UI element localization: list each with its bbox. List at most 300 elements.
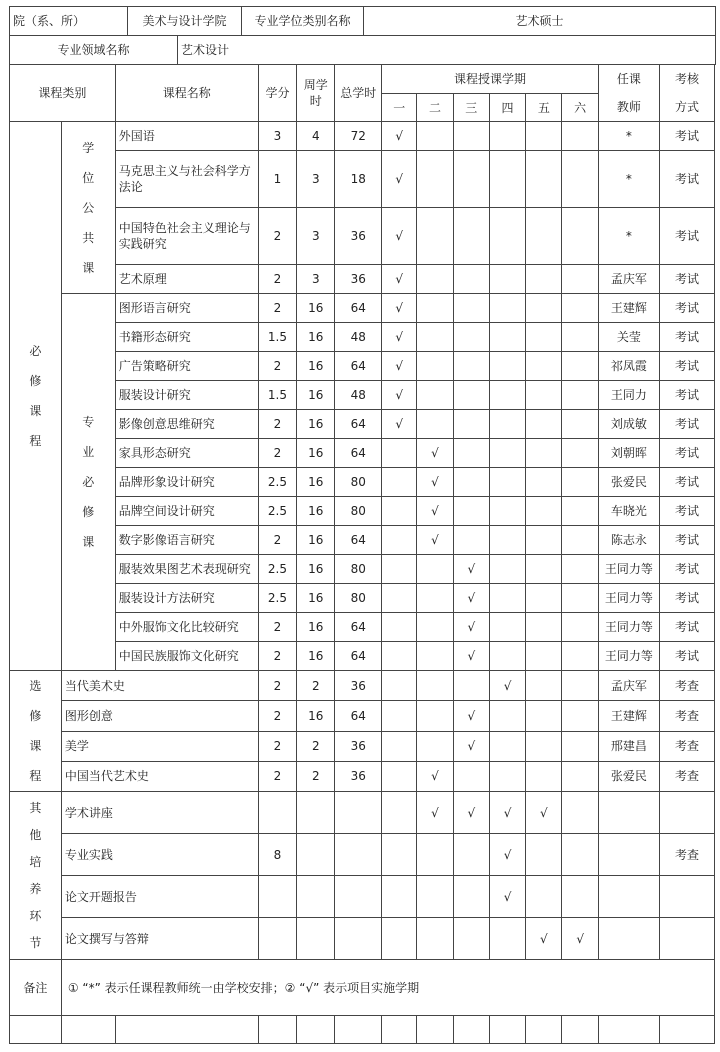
table-row <box>10 701 715 731</box>
semester-mark-6: √ <box>562 918 598 960</box>
total-hours-cell: 64 <box>335 294 382 323</box>
semester-1: 一 <box>382 94 417 122</box>
total-hours-cell: 80 <box>335 555 382 584</box>
teacher-cell: * <box>598 151 659 208</box>
empty-cell <box>258 1016 296 1044</box>
vertical-label-char: 学 <box>82 140 95 155</box>
teacher-cell: 刘成敏 <box>598 410 659 439</box>
vertical-label-char: 修 <box>29 374 42 388</box>
semester-mark-3 <box>453 410 489 439</box>
semester-mark-5 <box>526 761 562 791</box>
table-row <box>10 642 715 671</box>
credit-cell: 2 <box>258 294 296 323</box>
semester-4: 四 <box>489 94 525 122</box>
week-hours-cell: 16 <box>297 439 335 468</box>
header-exam: 考核 方式 <box>659 65 714 122</box>
exam-cell <box>659 918 714 960</box>
semester-mark-6 <box>562 294 598 323</box>
course-name: 中外服饰文化比较研究 <box>115 613 258 642</box>
week-hours-cell: 16 <box>297 642 335 671</box>
semester-mark-5 <box>526 410 562 439</box>
teacher-cell: 孟庆军 <box>598 671 659 701</box>
table-row <box>10 381 715 410</box>
table-row <box>10 555 715 584</box>
total-hours-cell <box>335 876 382 918</box>
empty-cell <box>335 1016 382 1044</box>
semester-mark-2: √ <box>417 468 453 497</box>
teacher-cell <box>598 792 659 834</box>
semester-mark-2: √ <box>417 792 453 834</box>
week-hours-cell: 3 <box>297 208 335 265</box>
semester-mark-3 <box>453 671 489 701</box>
header-category: 课程类别 <box>10 65 116 122</box>
teacher-cell: 关莹 <box>598 323 659 352</box>
course-name: 中国当代艺术史 <box>61 761 258 791</box>
exam-cell: 考查 <box>659 701 714 731</box>
week-hours-cell: 2 <box>297 761 335 791</box>
semester-mark-5 <box>526 208 562 265</box>
header-credit: 学分 <box>258 65 296 122</box>
exam-cell: 考试 <box>659 439 714 468</box>
semester-mark-1 <box>382 918 417 960</box>
exam-cell: 考试 <box>659 410 714 439</box>
semester-mark-6 <box>562 701 598 731</box>
course-name: 品牌形象设计研究 <box>115 468 258 497</box>
semester-mark-6 <box>562 792 598 834</box>
semester-mark-3 <box>453 526 489 555</box>
semester-mark-1: √ <box>382 122 417 151</box>
exam-cell: 考试 <box>659 352 714 381</box>
semester-mark-2 <box>417 323 453 352</box>
exam-cell: 考查 <box>659 671 714 701</box>
exam-cell: 考试 <box>659 613 714 642</box>
semester-mark-4 <box>489 122 525 151</box>
course-name: 服装设计研究 <box>115 381 258 410</box>
semester-mark-3: √ <box>453 584 489 613</box>
semester-mark-4 <box>489 701 525 731</box>
total-hours-cell: 80 <box>335 497 382 526</box>
semester-mark-4 <box>489 151 525 208</box>
teacher-cell: 王同力等 <box>598 613 659 642</box>
course-name: 中国特色社会主义理论与实践研究 <box>115 208 258 265</box>
teacher-cell <box>598 876 659 918</box>
semester-mark-1 <box>382 792 417 834</box>
semester-mark-2 <box>417 731 453 761</box>
semester-mark-1 <box>382 761 417 791</box>
credit-cell: 2 <box>258 526 296 555</box>
week-hours-cell: 16 <box>297 468 335 497</box>
semester-mark-3: √ <box>453 701 489 731</box>
semester-mark-4 <box>489 918 525 960</box>
course-name: 美学 <box>61 731 258 761</box>
course-name: 广告策略研究 <box>115 352 258 381</box>
vertical-label-char: 修 <box>29 709 42 723</box>
semester-mark-2 <box>417 701 453 731</box>
exam-cell <box>659 792 714 834</box>
week-hours-cell: 2 <box>297 731 335 761</box>
semester-mark-1 <box>382 834 417 876</box>
exam-cell: 考试 <box>659 642 714 671</box>
teacher-cell: 王同力等 <box>598 584 659 613</box>
table-row <box>10 584 715 613</box>
table-row <box>10 122 715 151</box>
semester-mark-1 <box>382 526 417 555</box>
semester-mark-5 <box>526 613 562 642</box>
course-name: 艺术原理 <box>115 265 258 294</box>
degree-label: 专业学位类别名称 <box>242 7 364 36</box>
teacher-cell: 祁凤霞 <box>598 352 659 381</box>
semester-mark-1 <box>382 439 417 468</box>
credit-cell: 2 <box>258 671 296 701</box>
credit-cell: 3 <box>258 122 296 151</box>
credit-cell: 2.5 <box>258 555 296 584</box>
empty-cell <box>61 1016 115 1044</box>
school-value: 美术与设计学院 <box>128 7 242 36</box>
header-week-hours: 周学时 <box>297 65 335 122</box>
exam-cell: 考试 <box>659 151 714 208</box>
total-hours-cell: 64 <box>335 613 382 642</box>
credit-cell <box>258 918 296 960</box>
course-name: 当代美术史 <box>61 671 258 701</box>
semester-mark-5 <box>526 584 562 613</box>
credit-cell: 2 <box>258 439 296 468</box>
semester-mark-2: √ <box>417 526 453 555</box>
exam-cell: 考试 <box>659 294 714 323</box>
exam-cell <box>659 876 714 918</box>
vertical-label-char: 专 <box>82 415 95 429</box>
semester-mark-5 <box>526 834 562 876</box>
teacher-cell: * <box>598 122 659 151</box>
empty-cell <box>10 1016 62 1044</box>
semester-mark-6 <box>562 671 598 701</box>
course-name: 图形创意 <box>61 701 258 731</box>
semester-mark-4 <box>489 642 525 671</box>
semester-mark-6 <box>562 352 598 381</box>
semester-mark-2 <box>417 918 453 960</box>
semester-mark-1 <box>382 642 417 671</box>
semester-mark-5 <box>526 352 562 381</box>
semester-mark-4 <box>489 439 525 468</box>
week-hours-cell <box>297 918 335 960</box>
semester-mark-4: √ <box>489 876 525 918</box>
teacher-cell: 王同力等 <box>598 642 659 671</box>
teacher-cell: * <box>598 208 659 265</box>
total-hours-cell <box>335 834 382 876</box>
semester-5: 五 <box>526 94 562 122</box>
table-row <box>10 731 715 761</box>
semester-mark-5 <box>526 323 562 352</box>
degree-value: 艺术硕士 <box>364 7 716 36</box>
total-hours-cell: 48 <box>335 323 382 352</box>
credit-cell: 2.5 <box>258 584 296 613</box>
semester-mark-3: √ <box>453 792 489 834</box>
course-name: 数字影像语言研究 <box>115 526 258 555</box>
total-hours-cell: 48 <box>335 381 382 410</box>
credit-cell: 2 <box>258 410 296 439</box>
semester-mark-2: √ <box>417 439 453 468</box>
semester-mark-3 <box>453 381 489 410</box>
vertical-label-char: 必 <box>82 475 95 489</box>
week-hours-cell: 16 <box>297 352 335 381</box>
semester-mark-1: √ <box>382 151 417 208</box>
vertical-label-char: 课 <box>29 739 42 753</box>
empty-cell <box>453 1016 489 1044</box>
credit-cell: 2 <box>258 613 296 642</box>
week-hours-cell: 16 <box>297 381 335 410</box>
table-row <box>10 294 715 323</box>
semester-6: 六 <box>562 94 598 122</box>
semester-mark-2 <box>417 555 453 584</box>
teacher-cell: 王建辉 <box>598 294 659 323</box>
semester-mark-4 <box>489 555 525 584</box>
semester-mark-3 <box>453 918 489 960</box>
semester-mark-3 <box>453 208 489 265</box>
semester-mark-1 <box>382 468 417 497</box>
vertical-label-char: 他 <box>29 827 42 842</box>
semester-mark-4 <box>489 497 525 526</box>
semester-mark-6 <box>562 468 598 497</box>
semester-mark-1 <box>382 701 417 731</box>
credit-cell: 2 <box>258 208 296 265</box>
vertical-label-char: 选 <box>29 679 42 693</box>
semester-mark-2 <box>417 410 453 439</box>
week-hours-cell <box>297 876 335 918</box>
course-name: 书籍形态研究 <box>115 323 258 352</box>
vertical-label-char: 程 <box>29 434 42 448</box>
course-name: 学术讲座 <box>61 792 258 834</box>
total-hours-cell: 36 <box>335 671 382 701</box>
table-row <box>10 792 715 834</box>
table-row <box>10 671 715 701</box>
table-row <box>10 761 715 791</box>
semester-mark-4 <box>489 381 525 410</box>
semester-mark-6 <box>562 208 598 265</box>
semester-mark-5 <box>526 468 562 497</box>
empty-cell <box>659 1016 714 1044</box>
semester-mark-5: √ <box>526 918 562 960</box>
course-name: 中国民族服饰文化研究 <box>115 642 258 671</box>
credit-cell: 2.5 <box>258 497 296 526</box>
empty-cell <box>526 1016 562 1044</box>
vertical-label-char: 必 <box>29 344 42 358</box>
header-semester: 课程授课学期 <box>382 65 599 94</box>
semester-mark-5 <box>526 381 562 410</box>
table-row <box>10 410 715 439</box>
exam-cell: 考试 <box>659 265 714 294</box>
semester-mark-5 <box>526 671 562 701</box>
semester-mark-4 <box>489 208 525 265</box>
vertical-label-char: 其 <box>29 800 42 815</box>
total-hours-cell: 18 <box>335 151 382 208</box>
total-hours-cell: 64 <box>335 526 382 555</box>
semester-mark-4 <box>489 761 525 791</box>
semester-mark-1: √ <box>382 208 417 265</box>
vertical-label-char: 节 <box>29 935 42 950</box>
semester-mark-6 <box>562 381 598 410</box>
total-hours-cell <box>335 918 382 960</box>
credit-cell: 2.5 <box>258 468 296 497</box>
semester-mark-2: √ <box>417 497 453 526</box>
week-hours-cell: 16 <box>297 701 335 731</box>
teacher-cell: 刘朝晖 <box>598 439 659 468</box>
week-hours-cell: 16 <box>297 294 335 323</box>
semester-mark-2 <box>417 208 453 265</box>
semester-mark-6 <box>562 761 598 791</box>
semester-mark-1: √ <box>382 294 417 323</box>
exam-cell: 考试 <box>659 555 714 584</box>
total-hours-cell: 64 <box>335 642 382 671</box>
week-hours-cell: 16 <box>297 526 335 555</box>
semester-mark-6 <box>562 555 598 584</box>
field-label: 专业领域名称 <box>10 36 178 65</box>
table-row <box>10 208 715 265</box>
semester-mark-2 <box>417 381 453 410</box>
school-label: 院（系、所） <box>10 7 128 36</box>
vertical-label-char: 培 <box>29 854 42 869</box>
week-hours-cell: 16 <box>297 613 335 642</box>
total-hours-cell: 36 <box>335 265 382 294</box>
teacher-cell: 张爱民 <box>598 468 659 497</box>
semester-mark-2 <box>417 584 453 613</box>
major-required-group-label <box>61 294 115 671</box>
course-name: 服装设计方法研究 <box>115 584 258 613</box>
table-row <box>10 265 715 294</box>
remarks-label: 备注 <box>10 960 62 1016</box>
course-name: 服装效果图艺术表现研究 <box>115 555 258 584</box>
semester-mark-4 <box>489 323 525 352</box>
semester-mark-5 <box>526 731 562 761</box>
table-row <box>10 918 715 960</box>
vertical-label-char: 修 <box>82 505 95 519</box>
table-row <box>10 834 715 876</box>
header-course-name: 课程名称 <box>115 65 258 122</box>
semester-mark-3 <box>453 468 489 497</box>
semester-mark-2 <box>417 265 453 294</box>
semester-mark-1 <box>382 555 417 584</box>
total-hours-cell: 64 <box>335 701 382 731</box>
teacher-cell <box>598 918 659 960</box>
table-row <box>10 876 715 918</box>
credit-cell: 1 <box>258 151 296 208</box>
vertical-label-char: 位 <box>82 170 95 185</box>
header-total-hours: 总学时 <box>335 65 382 122</box>
semester-mark-6 <box>562 122 598 151</box>
degree-public-group-label <box>61 122 115 294</box>
semester-mark-6 <box>562 439 598 468</box>
remarks-row <box>10 960 715 1016</box>
course-name: 专业实践 <box>61 834 258 876</box>
elective-group-label <box>10 671 62 792</box>
vertical-label-char: 共 <box>82 230 95 245</box>
empty-cell <box>489 1016 525 1044</box>
vertical-label-char: 业 <box>82 445 95 459</box>
empty-cell <box>297 1016 335 1044</box>
credit-cell: 2 <box>258 731 296 761</box>
total-hours-cell: 64 <box>335 410 382 439</box>
semester-mark-5 <box>526 555 562 584</box>
table-row <box>10 497 715 526</box>
credit-cell: 2 <box>258 352 296 381</box>
credit-cell: 1.5 <box>258 381 296 410</box>
course-name: 马克思主义与社会科学方法论 <box>115 151 258 208</box>
week-hours-cell <box>297 834 335 876</box>
header-teacher: 任课 教师 <box>598 65 659 122</box>
semester-mark-5 <box>526 876 562 918</box>
semester-mark-2 <box>417 294 453 323</box>
teacher-cell: 车晓光 <box>598 497 659 526</box>
semester-mark-2 <box>417 613 453 642</box>
week-hours-cell: 3 <box>297 265 335 294</box>
vertical-label-char: 环 <box>29 908 42 923</box>
required-group-label <box>10 122 62 671</box>
semester-mark-2 <box>417 834 453 876</box>
semester-mark-4 <box>489 731 525 761</box>
info-table <box>9 6 716 36</box>
semester-mark-6 <box>562 584 598 613</box>
semester-mark-5 <box>526 497 562 526</box>
table-row <box>10 439 715 468</box>
exam-cell: 考试 <box>659 497 714 526</box>
semester-mark-4: √ <box>489 671 525 701</box>
week-hours-cell <box>297 792 335 834</box>
total-hours-cell: 72 <box>335 122 382 151</box>
semester-mark-1 <box>382 876 417 918</box>
empty-cell <box>115 1016 258 1044</box>
vertical-label-char: 养 <box>29 881 42 896</box>
exam-cell: 考试 <box>659 584 714 613</box>
semester-mark-2 <box>417 876 453 918</box>
semester-mark-3 <box>453 352 489 381</box>
week-hours-cell: 3 <box>297 151 335 208</box>
semester-mark-4 <box>489 265 525 294</box>
semester-mark-4 <box>489 526 525 555</box>
credit-cell: 8 <box>258 834 296 876</box>
week-hours-cell: 16 <box>297 497 335 526</box>
total-hours-cell: 64 <box>335 352 382 381</box>
semester-mark-5 <box>526 122 562 151</box>
semester-mark-2 <box>417 151 453 208</box>
semester-mark-3 <box>453 265 489 294</box>
vertical-label-char: 课 <box>29 404 42 418</box>
total-hours-cell: 36 <box>335 208 382 265</box>
total-hours-cell: 36 <box>335 731 382 761</box>
credit-cell: 2 <box>258 642 296 671</box>
table-row <box>10 323 715 352</box>
teacher-cell: 邢建昌 <box>598 731 659 761</box>
semester-mark-3 <box>453 122 489 151</box>
table-row <box>10 468 715 497</box>
semester-2: 二 <box>417 94 453 122</box>
semester-mark-6 <box>562 834 598 876</box>
semester-mark-6 <box>562 151 598 208</box>
semester-mark-3 <box>453 294 489 323</box>
semester-mark-4 <box>489 468 525 497</box>
exam-cell: 考查 <box>659 834 714 876</box>
course-name: 论文撰写与答辩 <box>61 918 258 960</box>
table-row <box>10 151 715 208</box>
week-hours-cell: 16 <box>297 323 335 352</box>
semester-mark-3: √ <box>453 555 489 584</box>
exam-cell: 考试 <box>659 526 714 555</box>
semester-mark-3 <box>453 876 489 918</box>
remarks-text: ① “*” 表示任课程教师统一由学校安排；② “√” 表示项目实施学期 <box>61 960 714 1016</box>
other-group-label <box>10 792 62 960</box>
empty-cell <box>562 1016 598 1044</box>
semester-mark-5 <box>526 265 562 294</box>
teacher-cell: 张爱民 <box>598 761 659 791</box>
vertical-label-char: 程 <box>29 769 42 783</box>
total-hours-cell: 36 <box>335 761 382 791</box>
